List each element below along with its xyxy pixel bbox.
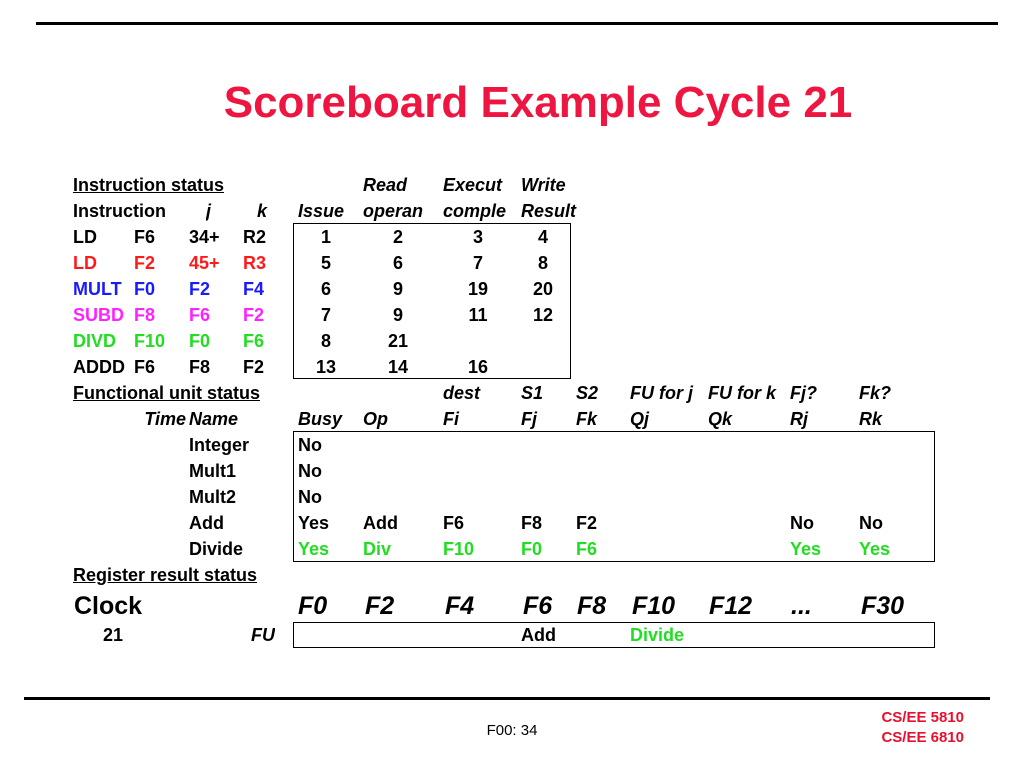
time-header: Time [144,409,186,429]
read-cycle: 21 [387,331,409,351]
j-header: j [206,201,212,221]
instruction-dest: F2 [134,253,156,273]
instruction-j: 34+ [189,227,220,247]
read-header: Read [363,175,408,195]
issue-header: Issue [298,201,345,221]
fu-fi: F10 [443,539,475,559]
register-f0: F0 [298,592,328,620]
fu-busy: No [298,435,322,455]
instruction-k: F2 [243,357,265,377]
read-cycle: 2 [392,227,403,247]
register-ellipsis: ... [791,592,812,620]
fi-header: Fi [443,409,459,429]
fu-name: Mult2 [189,487,236,507]
issue-cycle: 13 [315,357,337,377]
read-cycle: 9 [392,305,403,325]
exec-cycle: 19 [467,279,489,299]
execute-header: Execut [443,175,503,195]
busy-header: Busy [298,409,343,429]
write-cycle: 8 [537,253,548,273]
fu-label: FU [251,625,275,645]
instruction-j: 45+ [189,253,220,273]
instruction-dest: F6 [134,227,156,247]
dest-header: dest [443,383,481,403]
op-header: Op [363,409,388,429]
register-f2: F2 [365,592,395,620]
exec-cycle: 3 [472,227,483,247]
fu-busy: No [298,461,322,481]
qj-header: Qj [630,409,650,429]
fu-op: Add [363,513,398,533]
page-number: F00: 34 [486,722,538,739]
issue-cycle: 5 [320,253,331,273]
register-fu-box [293,622,935,648]
instruction-k: F2 [243,305,265,325]
fk-header: Fk [576,409,598,429]
exec-cycle: 7 [472,253,483,273]
rj-header: Rj [790,409,808,429]
instruction-k: F6 [243,331,265,351]
instruction-dest: F8 [134,305,156,325]
write-cycle: 20 [532,279,554,299]
instruction-j: F2 [189,279,211,299]
register-f8: F8 [577,592,607,620]
fu-fj: F8 [521,513,543,533]
rk-header: Rk [859,409,883,429]
instruction-j: F6 [189,305,211,325]
instruction-dest: F10 [134,331,166,351]
bottom-rule [24,697,990,700]
fu-rk: No [859,513,883,533]
issue-cycle: 8 [320,331,331,351]
instruction-status-heading: Instruction status [73,175,225,195]
fj-ready-header: Fj? [790,383,817,403]
fu-fi: F6 [443,513,465,533]
instruction-op: LD [73,253,97,273]
top-rule [36,22,998,25]
register-fu-f6: Add [521,625,556,645]
register-f12: F12 [709,592,753,620]
fu-busy: Yes [298,539,330,559]
fu-fj: F0 [521,539,543,559]
register-f30: F30 [861,592,905,620]
issue-cycle: 7 [320,305,331,325]
instruction-op: LD [73,227,97,247]
issue-cycle: 6 [320,279,331,299]
instruction-op: SUBD [73,305,125,325]
register-f4: F4 [445,592,475,620]
s1-header: S1 [521,383,544,403]
instruction-op: ADDD [73,357,125,377]
read-cycle: 14 [387,357,409,377]
register-f6: F6 [523,592,553,620]
write-cycle: 4 [537,227,548,247]
exec-cycle: 11 [468,305,488,325]
fk-ready-header: Fk? [859,383,892,403]
instruction-k: R2 [243,227,267,247]
exec-cycle: 16 [467,357,489,377]
fu-for-j-header: FU for j [630,383,693,403]
fu-rj: Yes [790,539,822,559]
write-result-header: Result [521,201,577,221]
fu-name: Add [189,513,224,533]
fu-name: Integer [189,435,250,455]
fu-name: Mult1 [189,461,236,481]
fu-busy: Yes [298,513,330,533]
slide-title: Scoreboard Example Cycle 21 [223,78,853,127]
k-header: k [257,201,268,221]
fu-for-k-header: FU for k [708,383,777,403]
course-label-6810: CS/EE 6810 [881,729,964,746]
read-operands-header: operan [363,201,424,221]
course-label-5810: CS/EE 5810 [881,709,964,726]
instruction-k: F4 [243,279,265,299]
clock-label: Clock [74,592,143,620]
instruction-dest: F6 [134,357,156,377]
fu-name: Divide [189,539,244,559]
fu-rk: Yes [859,539,891,559]
instruction-j: F0 [189,331,211,351]
fu-busy: No [298,487,322,507]
write-header: Write [521,175,566,195]
fj-header: Fj [521,409,537,429]
instruction-j: F8 [189,357,211,377]
name-header: Name [189,409,239,429]
instruction-k: R3 [243,253,267,273]
instruction-header: Instruction [73,201,166,221]
exec-complete-header: comple [443,201,507,221]
fu-rj: No [790,513,814,533]
read-cycle: 6 [392,253,403,273]
s2-header: S2 [576,383,599,403]
fu-status-heading: Functional unit status [73,383,260,403]
register-status-heading: Register result status [73,565,258,585]
instruction-op: MULT [73,279,122,299]
issue-cycle: 1 [320,227,331,247]
qk-header: Qk [708,409,733,429]
fu-fk: F6 [576,539,598,559]
fu-op: Div [363,539,392,559]
instruction-dest: F0 [134,279,156,299]
clock-value: 21 [102,625,124,645]
register-fu-f10: Divide [630,625,685,645]
write-cycle: 12 [532,305,554,325]
fu-fk: F2 [576,513,598,533]
instruction-op: DIVD [73,331,117,351]
register-f10: F10 [632,592,676,620]
read-cycle: 9 [392,279,403,299]
